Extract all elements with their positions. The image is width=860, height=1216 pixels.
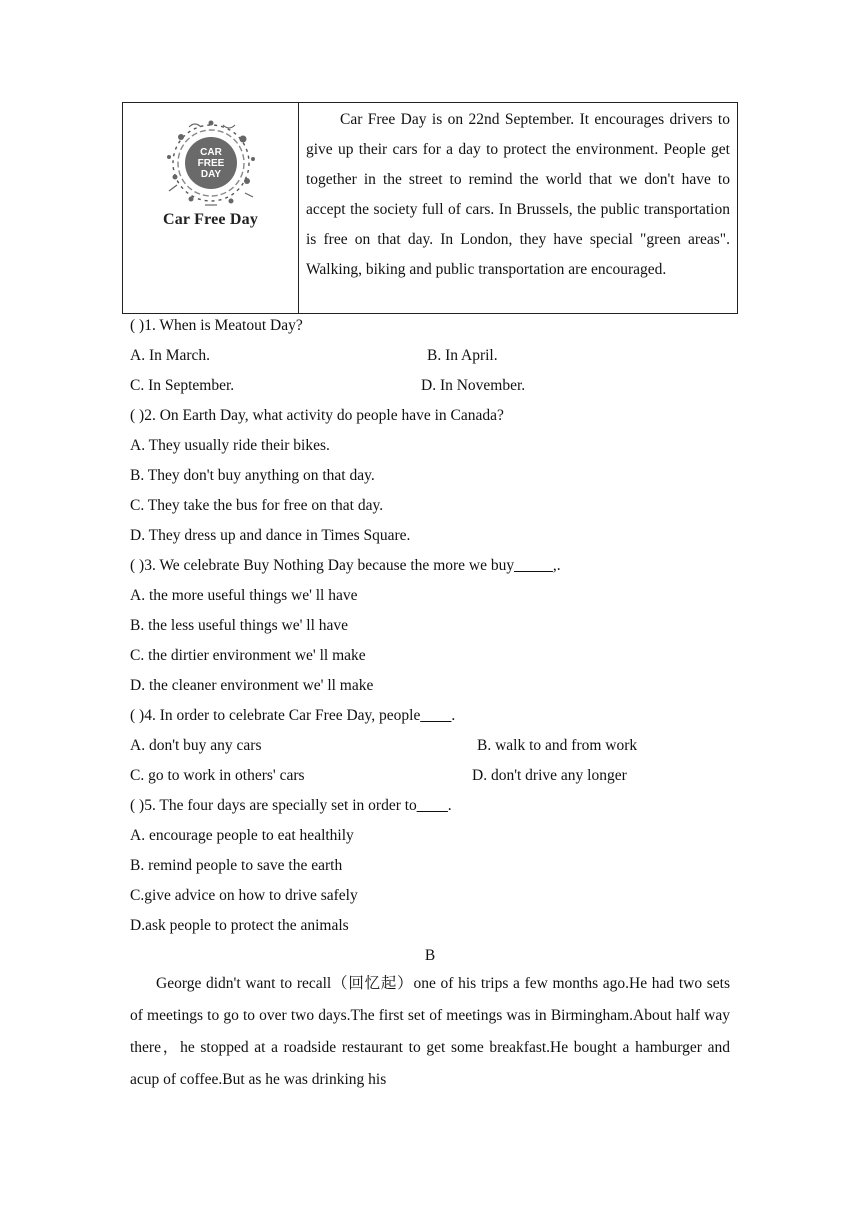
section-b-paragraph: George didn't want to recall（回忆起）one of his trips a few months ago.He had two sets of meetings to go to over two days.The first set of meetings was in Birmingham.About half way there，he stopped at a roadside restaurant to get some breakfast.He bought a hamburger and acup of coffee.But as he was drinking his (130, 975, 730, 1088)
question-4-option-a: A. don't buy any cars (130, 737, 262, 754)
question-1-stem: ( )1. When is Meatout Day? (130, 317, 303, 334)
question-1-option-d: D. In November. (421, 377, 526, 394)
logo-caption: Car Free Day (162, 211, 259, 228)
question-2-option-c: C. They take the bus for free on that day. (130, 497, 384, 514)
description-text: Car Free Day is on 22nd September. It encourages drivers to give up their cars for a day to protect the environment. People get together in the street to remind the world that we don't have to accept the society full of cars. In Brussels, the public transportation is free on that day. In London, they have special "green areas". Walking, biking and public transportation are encouraged. (306, 111, 730, 278)
question-3-option-a: A. the more useful things we' ll have (130, 587, 358, 604)
car-free-day-logo (161, 117, 261, 209)
question-3-option-d: D. the cleaner environment we' ll make (130, 677, 374, 694)
question-3-option-c: C. the dirtier environment we' ll make (130, 647, 366, 664)
logo-text-line: DAY (200, 169, 221, 180)
question-5-option-b: B. remind people to save the earth (130, 857, 343, 874)
question-4-option-d: D. don't drive any longer (472, 767, 627, 784)
logo-cell (123, 103, 299, 313)
question-5-blank: ____ (416, 797, 448, 814)
question-4-blank: ____ (420, 707, 452, 724)
question-1-option-c: C. In September. (130, 377, 235, 394)
question-2-option-d: D. They dress up and dance in Times Square. (130, 527, 411, 544)
question-2-stem: ( )2. On Earth Day, what activity do people have in Canada? (130, 407, 504, 424)
question-3-stem-suffix: ,. (552, 557, 561, 574)
question-3-stem (130, 556, 561, 576)
question-5-option-a: A. encourage people to eat healthily (130, 827, 354, 844)
logo-text-line: FREE (197, 158, 224, 169)
question-1-option-b: B. In April. (427, 347, 498, 364)
question-5-option-d: D.ask people to protect the animals (130, 917, 349, 934)
question-3-stem-prefix: ( )3. We celebrate Buy Nothing Day because the more we buy (130, 557, 515, 574)
question-4-stem-prefix: ( )4. In order to celebrate Car Free Day, people (130, 707, 421, 724)
question-4-stem-suffix: . (451, 707, 456, 724)
question-2-option-b: B. They don't buy anything on that day. (130, 467, 375, 484)
question-5-stem (130, 796, 452, 816)
question-5-option-c: C.give advice on how to drive safely (130, 887, 358, 904)
question-3-blank: _____ (514, 557, 553, 574)
question-4-stem (130, 706, 455, 726)
car-free-day-table (122, 102, 738, 314)
question-2-option-a: A. They usually ride their bikes. (130, 437, 330, 454)
question-3-option-b: B. the less useful things we' ll have (130, 617, 349, 634)
question-4-option-b: B. walk to and from work (477, 737, 638, 754)
logo-text-line: CAR (199, 147, 222, 158)
question-5-stem-prefix: ( )5. The four days are specially set in order to (130, 797, 417, 814)
question-1-option-a: A. In March. (130, 347, 211, 364)
question-4-option-c: C. go to work in others' cars (130, 767, 305, 784)
question-5-stem-suffix: . (447, 797, 452, 814)
section-b-heading: B (424, 947, 436, 964)
